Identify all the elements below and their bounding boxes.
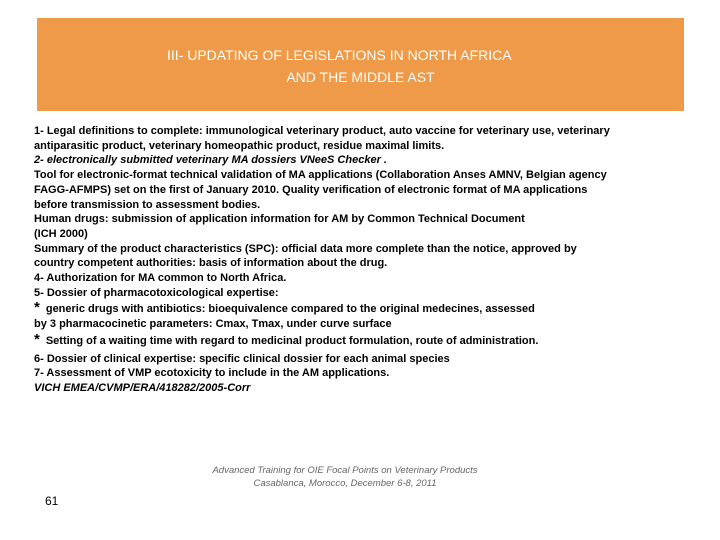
asterisk-bullet-icon: * bbox=[34, 299, 40, 317]
slide-title-line-1: III- UPDATING OF LEGISLATIONS IN NORTH AFRICA bbox=[167, 47, 512, 63]
body-line: antiparasitic product, veterinary homeopathic product, residue maximal limits. bbox=[34, 139, 445, 152]
body-line: Summary of the product characteristics (SPC): official data more complete than the notice, approved by bbox=[34, 242, 577, 255]
slide-body bbox=[34, 124, 694, 396]
body-line: 4- Authorization for MA common to North Africa. bbox=[34, 272, 287, 285]
body-line: country competent authorities: basis of information about the drug. bbox=[34, 257, 388, 270]
body-line: Human drugs: submission of application information for AM by Common Technical Document bbox=[34, 213, 525, 226]
bullet-text: generic drugs with antibiotics: bioequivalence compared to the original medecines, assessed bbox=[45, 303, 535, 316]
footer-line-2: Casablanca, Morocco, December 6-8, 2011 bbox=[253, 477, 437, 489]
asterisk-bullet-icon: * bbox=[34, 330, 40, 348]
body-line: before transmission to assessment bodies. bbox=[34, 198, 261, 211]
page-number: 61 bbox=[45, 494, 59, 508]
body-line: (ICH 2000) bbox=[34, 227, 88, 240]
bullet-text: Setting of a waiting time with regard to medicinal product formulation, route of administration. bbox=[45, 334, 539, 347]
body-line: FAGG-AFMPS) set on the first of January 2010. Quality verification of electronic format of MA applications bbox=[34, 183, 588, 196]
body-line: 2- electronically submitted veterinary MA dossiers VNeeS Checker . bbox=[34, 154, 387, 167]
body-line: by 3 pharmacocinetic parameters: Cmax, Tmax, under curve surface bbox=[34, 318, 392, 331]
body-line: 7- Assessment of VMP ecotoxicity to include in the AM applications. bbox=[34, 367, 390, 380]
bullet-line bbox=[34, 330, 694, 349]
body-line: Tool for electronic-format technical validation of MA applications (Collaboration Anses AMNV, Belgian agency bbox=[34, 169, 607, 182]
body-line: 5- Dossier of pharmacotoxicological expertise: bbox=[34, 286, 279, 299]
body-line: 1- Legal definitions to complete: immunological veterinary product, auto vaccine for veterinary use, veterinary bbox=[34, 125, 610, 137]
bullet-line bbox=[34, 301, 694, 317]
slide-title-line-2: AND THE MIDDLE AST bbox=[286, 69, 435, 85]
title-banner bbox=[37, 18, 684, 111]
body-line: VICH EMEA/CVMP/ERA/418282/2005-Corr bbox=[34, 381, 251, 394]
footer-line-1: Advanced Training for OIE Focal Points on Veterinary Products bbox=[212, 465, 478, 476]
body-line: 6- Dossier of clinical expertise: specific clinical dossier for each animal species bbox=[34, 352, 450, 365]
footer bbox=[150, 465, 540, 490]
